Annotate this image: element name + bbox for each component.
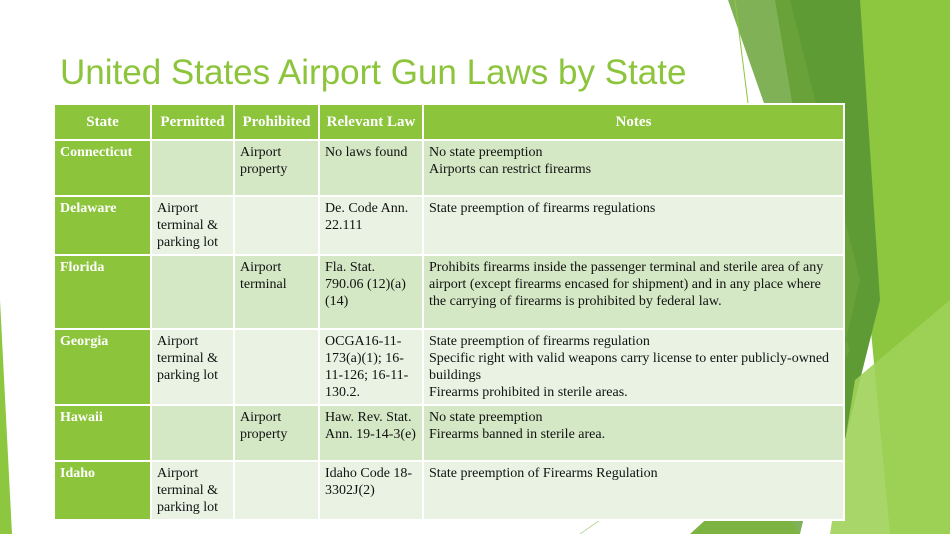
relevant-law-cell: Idaho Code 18-3302J(2) (319, 461, 423, 520)
state-cell: Delaware (54, 196, 151, 255)
airport-gun-laws-table (53, 103, 845, 521)
prohibited-cell: Airport property (234, 140, 319, 196)
state-cell: Georgia (54, 329, 151, 405)
table-row (54, 196, 844, 255)
header-permitted: Permitted (151, 104, 234, 140)
header-notes: Notes (423, 104, 844, 140)
relevant-law-cell: Haw. Rev. Stat. Ann. 19-14-3(e) (319, 405, 423, 461)
permitted-cell: Airport terminal & parking lot (151, 329, 234, 405)
notes-cell (423, 329, 844, 405)
notes-cell (423, 405, 844, 461)
relevant-law-cell: No laws found (319, 140, 423, 196)
note-line: Firearms banned in sterile area. (429, 427, 606, 442)
permitted-cell: Airport terminal & parking lot (151, 461, 234, 520)
notes-cell (423, 196, 844, 255)
notes-cell (423, 461, 844, 520)
header-prohibited: Prohibited (234, 104, 319, 140)
note-line: State preemption of firearms regulation (429, 334, 650, 349)
header-state: State (54, 104, 151, 140)
prohibited-cell (234, 461, 319, 520)
permitted-cell (151, 255, 234, 329)
table-row (54, 140, 844, 196)
note-line: Prohibits firearms inside the passenger terminal and sterile area of any airport (except firearms encased for shipment) and in any place where the carrying of firearms is prohibited by federal law. (429, 260, 824, 309)
prohibited-cell (234, 329, 319, 405)
relevant-law-cell: De. Code Ann. 22.111 (319, 196, 423, 255)
relevant-law-cell: Fla. Stat. 790.06 (12)(a)(14) (319, 255, 423, 329)
note-line: No state preemption (429, 410, 543, 425)
note-line: State preemption of Firearms Regulation (429, 466, 658, 481)
state-cell: Connecticut (54, 140, 151, 196)
prohibited-cell (234, 196, 319, 255)
relevant-law-cell: OCGA16-11-173(a)(1); 16-11-126; 16-11-130.2. (319, 329, 423, 405)
prohibited-cell: Airport property (234, 405, 319, 461)
permitted-cell (151, 405, 234, 461)
slide-title: United States Airport Gun Laws by State (60, 53, 687, 92)
note-line: Firearms prohibited in sterile areas. (429, 385, 628, 400)
notes-cell (423, 255, 844, 329)
table-header-row (54, 104, 844, 140)
table-row (54, 329, 844, 405)
permitted-cell: Airport terminal & parking lot (151, 196, 234, 255)
note-line: Specific right with valid weapons carry license to enter publicly-owned buildings (429, 351, 830, 383)
green-sliver-left (0, 300, 12, 534)
table-row (54, 461, 844, 520)
state-cell: Idaho (54, 461, 151, 520)
state-cell: Florida (54, 255, 151, 329)
notes-cell (423, 140, 844, 196)
permitted-cell (151, 140, 234, 196)
table-row (54, 255, 844, 329)
note-line: State preemption of firearms regulations (429, 201, 656, 216)
table-row (54, 405, 844, 461)
state-cell: Hawaii (54, 405, 151, 461)
note-line: No state preemption (429, 145, 543, 160)
note-line: Airports can restrict firearms (429, 162, 592, 177)
header-relevant-law: Relevant Law (319, 104, 423, 140)
prohibited-cell: Airport terminal (234, 255, 319, 329)
